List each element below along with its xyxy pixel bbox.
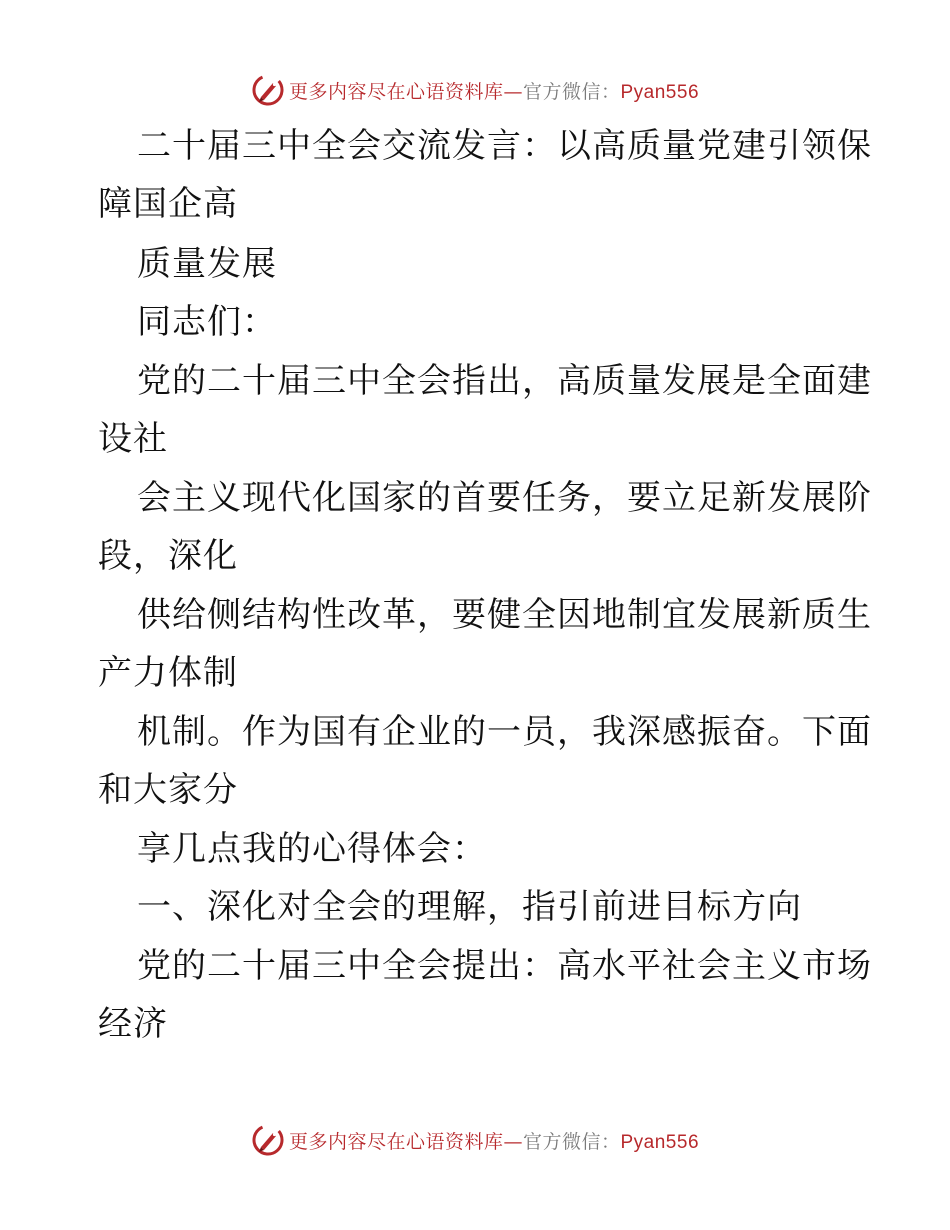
footer-banner-text: [289, 1127, 699, 1154]
header-banner-text: [289, 77, 699, 104]
text-line: 障国企高: [98, 184, 238, 224]
header-dash: —: [503, 80, 523, 103]
text-line: 设社: [98, 419, 168, 459]
header-wechat-id: Pyan556: [620, 81, 700, 103]
pen-logo-icon: [251, 1123, 285, 1157]
footer-wechat-id: Pyan556: [620, 1131, 700, 1153]
text-line: 段，深化: [98, 536, 238, 576]
text-line: 同志们：: [137, 302, 277, 342]
text-line: 质量发展: [137, 244, 277, 284]
header-banner: [0, 70, 950, 110]
footer-banner: [0, 1120, 950, 1160]
footer-wechat-label: 官方微信：: [522, 1130, 621, 1153]
text-line: 二十届三中全会交流发言：以高质量党建引领保: [137, 126, 872, 166]
text-line: 经济: [98, 1004, 168, 1044]
text-line: 机制。作为国有企业的一员，我深感振奋。下面: [137, 712, 872, 752]
text-line: 产力体制: [98, 653, 238, 693]
text-line: 会主义现代化国家的首要任务，要立足新发展阶: [137, 478, 872, 518]
text-line: 党的二十届三中全会提出：高水平社会主义市场: [137, 946, 872, 986]
footer-dash: —: [503, 1130, 523, 1153]
text-line: 和大家分: [98, 770, 238, 810]
header-wechat-label: 官方微信：: [522, 80, 621, 103]
text-line: 供给侧结构性改革，要健全因地制宜发展新质生: [137, 595, 872, 635]
pen-logo-icon: [251, 73, 285, 107]
header-site-name: 更多内容尽在心语资料库: [288, 80, 504, 103]
text-line: 一、深化对全会的理解，指引前进目标方向: [137, 887, 802, 927]
text-line: 享几点我的心得体会：: [137, 829, 487, 869]
footer-site-name: 更多内容尽在心语资料库: [288, 1130, 504, 1153]
text-line: 党的二十届三中全会指出，高质量发展是全面建: [137, 361, 872, 401]
